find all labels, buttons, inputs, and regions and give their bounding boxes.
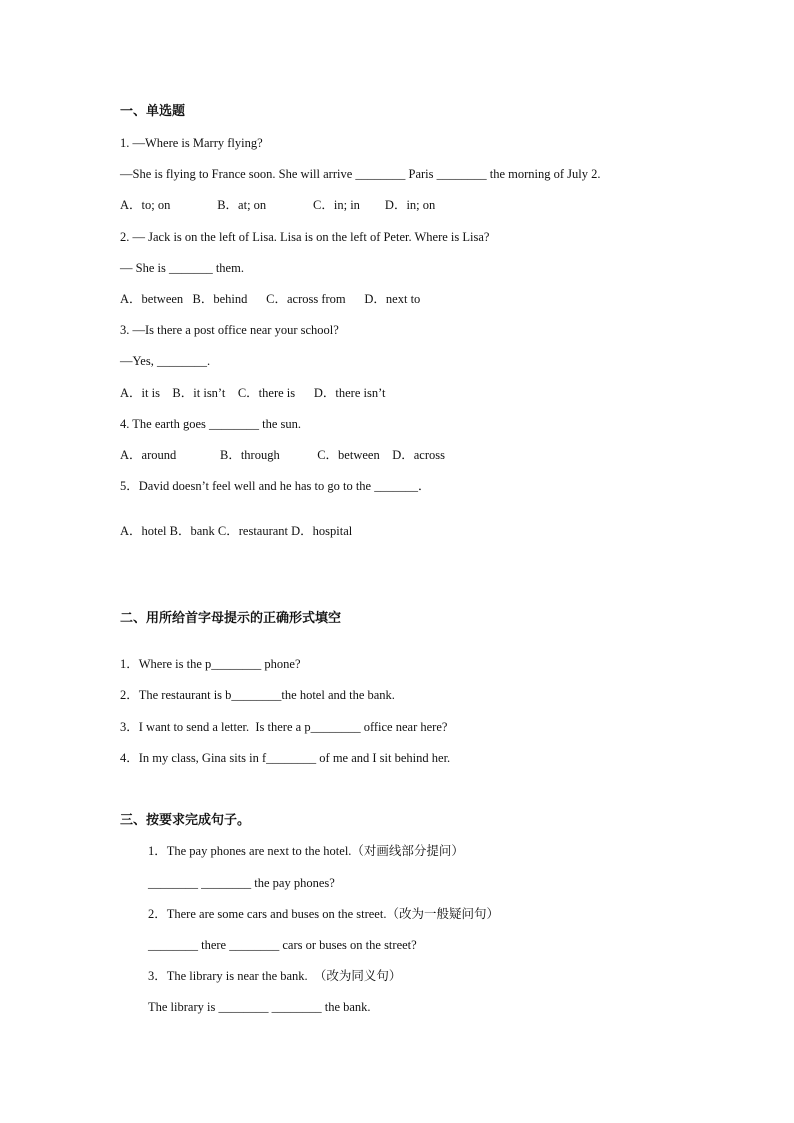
fill-item-1: 1．Where is the p________ phone? xyxy=(120,657,301,671)
question-5-prompt: 5．David doesn’t feel well and he has to go to the _______． xyxy=(120,479,431,493)
rewrite-item-2-answer: ________ there ________ cars or buses on the street? xyxy=(148,938,417,952)
question-4-options: A．around B．through C．between D．across xyxy=(120,448,445,462)
rewrite-item-1-prompt: 1．The pay phones are next to the hotel.（对画线部分提问） xyxy=(148,844,464,858)
section-3-heading: 三、按要求完成句子。 xyxy=(120,813,251,828)
question-1-options: A．to; on B．at; on C．in; in D．in; on xyxy=(120,198,436,212)
question-1-sentence: —She is flying to France soon. She will arrive ________ Paris ________ the morning of July 2. xyxy=(120,167,601,181)
rewrite-item-3-prompt: 3．The library is near the bank. （改为同义句） xyxy=(148,969,402,983)
question-4-prompt: 4. The earth goes ________ the sun. xyxy=(120,417,301,431)
rewrite-item-1-answer: ________ ________ the pay phones? xyxy=(148,876,335,890)
rewrite-item-2-prompt: 2．There are some cars and buses on the street.（改为一般疑问句） xyxy=(148,907,499,921)
question-3-prompt: 3. —Is there a post office near your school? xyxy=(120,323,339,337)
rewrite-item-3-answer: The library is ________ ________ the bank. xyxy=(148,1000,371,1014)
question-3-sentence: —Yes, ________. xyxy=(120,354,211,368)
question-1-prompt: 1. —Where is Marry flying? xyxy=(120,136,263,150)
fill-item-4: 4．In my class, Gina sits in f________ of me and I sit behind her. xyxy=(120,751,451,765)
fill-item-3: 3．I want to send a letter. Is there a p________ office near here? xyxy=(120,720,448,734)
question-5-options: A．hotel B．bank C．restaurant D．hospital xyxy=(120,524,353,538)
question-2-options: A．between B．behind C．across from D．next to xyxy=(120,292,421,306)
section-2-heading: 二、用所给首字母提示的正确形式填空 xyxy=(120,611,342,626)
fill-item-2: 2．The restaurant is b________the hotel and the bank. xyxy=(120,688,395,702)
section-1-heading: 一、单选题 xyxy=(120,104,186,119)
question-2-prompt: 2. — Jack is on the left of Lisa. Lisa is on the left of Peter. Where is Lisa? xyxy=(120,230,490,244)
question-2-sentence: — She is _______ them. xyxy=(120,261,244,275)
question-3-options: A．it is B．it isn’t C．there is D．there isn’t xyxy=(120,386,386,400)
